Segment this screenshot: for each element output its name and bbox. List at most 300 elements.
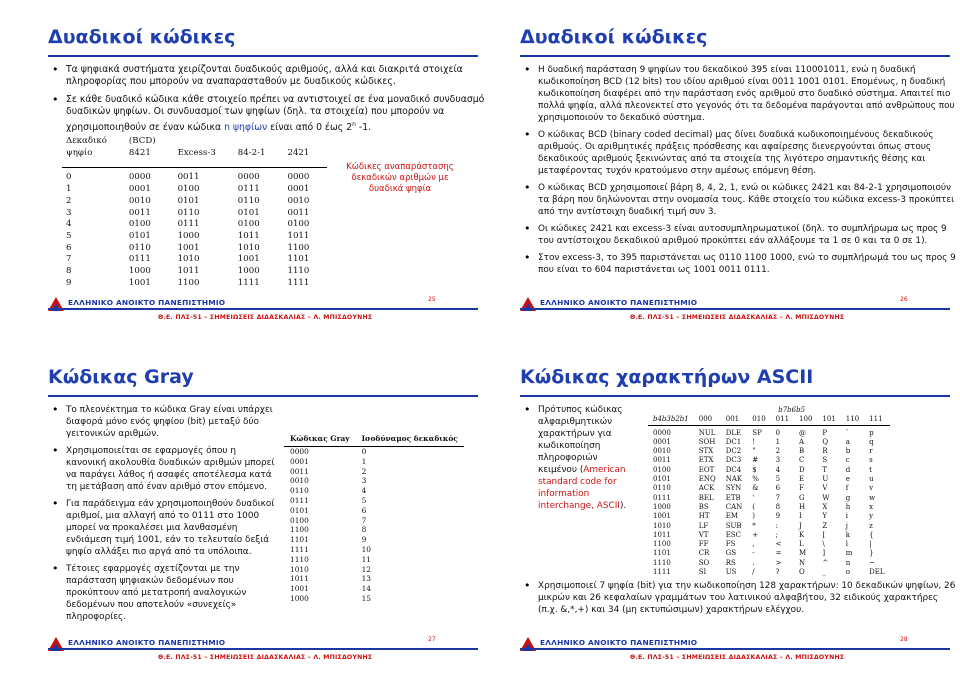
table-cell: 0101 <box>237 207 260 218</box>
table-cell: 2 <box>775 447 781 456</box>
page-number: 28 <box>900 636 908 643</box>
table-cell: 0011 <box>128 207 151 218</box>
table-cell: % <box>752 475 759 484</box>
table-cell: + <box>752 530 759 539</box>
table-cell: 0110 <box>128 242 151 253</box>
table-cell: : <box>775 521 779 530</box>
table-cell: 0010 <box>287 195 310 206</box>
table-row <box>62 219 327 231</box>
table-row <box>648 466 890 475</box>
table-cell: ETB <box>725 493 741 502</box>
table-cell: x <box>869 502 874 511</box>
table-cell: @ <box>799 428 807 437</box>
table-cell: ` <box>845 428 850 437</box>
table-cell: q <box>869 437 874 446</box>
column-header: 000 <box>694 415 721 425</box>
table-cell: 0101 <box>177 195 200 206</box>
row-header: 0111 <box>653 493 671 502</box>
table-cell: f <box>845 484 849 493</box>
slide-title: Κώδικας Gray <box>48 366 194 388</box>
table-cell: 0 <box>775 428 781 437</box>
table-row <box>648 559 890 568</box>
table-cell: m <box>845 549 853 558</box>
column-header: 001 <box>721 415 748 425</box>
table-cell: 0100 <box>287 219 310 230</box>
gray-code-table <box>284 434 464 604</box>
table-row <box>62 266 327 278</box>
table-cell: _ <box>822 568 826 577</box>
table-cell: V <box>822 484 828 493</box>
table-cell: h <box>845 502 851 511</box>
table-cell: 1010 <box>237 242 260 253</box>
table-cell: 0101 <box>128 230 151 241</box>
table-cell: w <box>869 493 876 502</box>
table-cell: R <box>822 447 828 456</box>
table-cell: 0000 <box>290 447 309 456</box>
table-cell: CR <box>698 549 710 558</box>
table-cell: J <box>799 521 802 530</box>
table-cell: 0101 <box>290 505 309 515</box>
university-name: ΕΛΛΗΝΙΚΟ ΑΝΟΙΚΤΟ ΠΑΝΕΠΙΣΤΗΜΙΟ <box>68 638 226 647</box>
table-cell: 5 <box>775 475 781 484</box>
codes-table <box>62 136 327 289</box>
footer-rule <box>48 648 478 650</box>
ascii-top-label-row <box>648 406 890 415</box>
table-cell: p <box>869 428 874 437</box>
table-cell: a <box>845 437 850 446</box>
slide-title: Δυαδικοί κώδικες <box>48 26 236 48</box>
ascii-table <box>648 406 890 577</box>
column-header: 010 <box>747 415 770 425</box>
table-cell: RS <box>725 558 736 567</box>
table-cell: > <box>775 558 782 567</box>
table-row <box>648 484 890 493</box>
table-header-row <box>284 434 464 447</box>
table-cell: 1 <box>66 184 72 195</box>
bullet: • Η δυαδική παράσταση 9 ψηφίων του δεκαδικού 395 είναι 110001011, ενώ η δυαδική κωδικοποίηση BCD (12 bits) του ιδίου αριθμού είναι 0011 1001 0101. Επομένως, η δυαδική κωδικοποίηση διαφέρει από την παράσταση ενός αριθμού στο δυαδικό σύστημα. Απαιτεί πιο πολλά ψηφία, αλλά πλεονεκτεί στο γεγονός ότι τα δεδομένα παράγονται από ανθρώπους που χρησιμοποιούν το δεκαδικό σύστημα. <box>538 64 960 124</box>
table-cell: 0000 <box>237 172 260 183</box>
table-cell: DC1 <box>725 437 742 446</box>
spacer-cell <box>648 406 694 415</box>
table-cell: 1 <box>775 437 781 446</box>
table-cell: I <box>799 512 802 521</box>
page-number: 27 <box>428 636 436 643</box>
table-cell: 6 <box>775 484 781 493</box>
table-cell: 0111 <box>177 219 200 230</box>
table-cell: GS <box>725 549 737 558</box>
header-cell: 8421 <box>125 148 174 168</box>
table-cell: 0011 <box>290 466 309 476</box>
table-cell: 1011 <box>177 266 200 277</box>
table-row <box>648 447 890 456</box>
table-cell: k <box>845 530 851 539</box>
table-cell: W <box>822 493 830 502</box>
row-header: 0100 <box>653 465 671 474</box>
table-cell: 1110 <box>290 554 309 564</box>
bullet: • Ο κώδικας BCD χρησιμοποιεί βάρη 8, 4, 2, 1, ενώ οι κώδικες 2421 και 84-2-1 χρησιμοποιούν τα βάρη που δηλώνονται στην ονομασία τους. Κάθε στοιχείο του κώδικα excess-3 προκύπτει από την αντίστοιχη δυαδική τιμή συν 3. <box>538 182 960 218</box>
table-cell: S <box>822 456 828 465</box>
table-cell: 1101 <box>290 535 309 545</box>
table-cell: 1001 <box>237 254 260 265</box>
table-cell: SOH <box>698 437 716 446</box>
table-cell: 1010 <box>290 564 309 574</box>
table-row <box>648 494 890 503</box>
table-row <box>284 506 464 516</box>
table-cell: * <box>752 521 756 530</box>
bit-label: b7b6b5 <box>778 406 806 414</box>
footer-rule <box>520 308 950 310</box>
table-cell: 0011 <box>177 172 200 183</box>
table-row <box>284 516 464 526</box>
table-cell: 7 <box>361 515 367 525</box>
header-cell: 84-2-1 <box>234 148 284 168</box>
table-cell: 4 <box>66 219 72 230</box>
table-cell: 1111 <box>290 544 309 554</box>
table-cell: 13 <box>361 574 371 584</box>
table-cell: 4 <box>361 486 367 496</box>
table-cell: 0010 <box>290 476 309 486</box>
table-cell: ! <box>752 437 756 446</box>
table-cell: 0000 <box>128 172 151 183</box>
table-cell: 0111 <box>290 495 309 505</box>
title-rule <box>520 55 950 57</box>
row-header: 0010 <box>653 447 671 456</box>
table-cell: 9 <box>361 535 367 545</box>
table-cell: 1000 <box>128 266 151 277</box>
table-cell: 1110 <box>287 266 310 277</box>
table-cell: 6 <box>66 242 72 253</box>
table-cell: ^ <box>822 558 829 567</box>
table-cell: Q <box>822 437 829 446</box>
table-cell: 0110 <box>237 195 260 206</box>
table-cell: ENQ <box>698 475 716 484</box>
table-cell: EM <box>725 512 739 521</box>
header-cell: 2421 <box>283 148 327 168</box>
table-cell: ) <box>752 512 756 521</box>
university-name: ΕΛΛΗΝΙΚΟ ΑΝΟΙΚΤΟ ΠΑΝΕΠΙΣΤΗΜΙΟ <box>540 298 698 307</box>
title-rule <box>48 55 478 57</box>
table-cell: US <box>725 568 737 577</box>
table-cell: SI <box>698 568 707 577</box>
table-cell: N <box>799 558 806 567</box>
table-cell: j <box>845 521 848 530</box>
table-cell: s <box>869 456 873 465</box>
column-header: 101 <box>817 415 840 425</box>
table-cell: 0011 <box>287 207 310 218</box>
table-cell: 3 <box>66 207 72 218</box>
bullet: • Οι κώδικες 2421 και excess-3 είναι αυτοσυμπληρωματικοί (δηλ. το συμπλήρωμα ως προς 9 του αντίστοιχου δεκαδικού αριθμού προκύπτει εάν αλλάξουμε τα 1 σε 0 και τα 0 σε 1). <box>538 223 960 247</box>
table-cell: ESC <box>725 530 741 539</box>
table-cell: g <box>845 493 851 502</box>
table-cell: 6 <box>361 505 367 515</box>
table-cell: BS <box>698 502 709 511</box>
page-number: 26 <box>900 296 908 303</box>
header-cell: ψηφίο <box>62 148 125 168</box>
table-cell: # <box>752 456 759 465</box>
footer-rule <box>48 308 478 310</box>
table-cell: 1001 <box>128 277 151 288</box>
table-row <box>62 168 327 184</box>
table-row <box>284 545 464 555</box>
bullet: • Χρησιμοποιεί 7 ψηφία (bit) για την κωδικοποίηση 128 χαρακτήρων: 10 δεκαδικών ψηφίων, 26 μικρών και 26 κεφαλαίων γραμμάτων του λατινικού αλφαβήτου, 32 ειδικούς χαρακτήρες (π.χ. &,*,+) και 34 (μη εκτυπώσιμων) χαρακτήρων ελέγχου. <box>538 580 960 616</box>
table-cell: 1111 <box>237 277 260 288</box>
table-cell: 11 <box>361 554 371 564</box>
bullet: • Σε κάθε δυαδικό κώδικα κάθε στοιχείο πρέπει να αντιστοιχεί σε ένα μοναδικό συνδυασμό δυαδικών ψηφίων. Οι συνδυασμοί των ψηφίων (δηλ. τα στοιχεία) που μπορούν να χρησιμοποιηθούν σε έναν κώδικα n ψηφίων είναι από 0 έως 2$^n$ -1. <box>66 94 488 134</box>
bit-label: b4b3b2b1 <box>648 415 694 425</box>
table-row <box>648 549 890 558</box>
table-cell: VT <box>698 530 709 539</box>
table-cell: 4 <box>775 465 781 474</box>
row-header: 0000 <box>653 428 671 437</box>
table-cell: 14 <box>361 584 371 594</box>
bullet: • Τα ψηφιακά συστήματα χειρίζονται δυαδικούς αριθμούς, αλλά και διακριτά στοιχεία πληροφορίας που μπορούν να αναπαρασταθούν με δυαδικούς κώδικες. <box>66 64 488 89</box>
row-header: 1100 <box>653 540 671 549</box>
table-cell: . <box>752 558 755 567</box>
table-cell: 1 <box>361 456 367 466</box>
slide-body <box>520 404 638 517</box>
header-cell <box>234 136 284 148</box>
table-cell: ; <box>775 530 779 539</box>
table-cell: v <box>869 484 874 493</box>
table-cell: ] <box>822 549 826 558</box>
slide-title: Κώδικας χαρακτήρων ASCII <box>520 366 814 388</box>
table-cell: SYN <box>725 484 742 493</box>
table-cell: [ <box>822 530 826 539</box>
table-cell: / <box>752 568 755 577</box>
table-cell: 0111 <box>128 254 151 265</box>
table-cell: 0 <box>66 172 72 183</box>
table-cell: 5 <box>361 495 367 505</box>
page-number: 25 <box>428 296 436 303</box>
slide-3 <box>48 362 488 662</box>
row-header: 1010 <box>653 521 671 530</box>
table-row <box>648 503 890 512</box>
table-cell: , <box>752 540 755 549</box>
table-cell: LF <box>698 521 709 530</box>
row-header: 1011 <box>653 530 671 539</box>
table-cell: 2 <box>361 466 367 476</box>
table-cell: o <box>845 568 850 577</box>
table-cell: ~ <box>869 558 876 567</box>
table-cell: i <box>845 512 849 521</box>
table-cell: b <box>845 447 851 456</box>
table-cell: 9 <box>775 512 781 521</box>
row-header: 0101 <box>653 475 671 484</box>
table-cell: ? <box>775 568 780 577</box>
table-cell: SO <box>698 558 710 567</box>
table-cell: Y <box>822 512 828 521</box>
course-line: Θ.Ε. ΠΛΣ-51 – ΣΗΜΕΙΩΣΕΙΣ ΔΙΔΑΣΚΑΛΙΑΣ – Λ. ΜΠΙΣΔΟΥΝΗΣ <box>158 654 373 661</box>
table-row <box>62 196 327 208</box>
table-cell: C <box>799 456 805 465</box>
table-cell: NAK <box>725 475 743 484</box>
slide-2 <box>520 22 960 322</box>
university-name: ΕΛΛΗΝΙΚΟ ΑΝΟΙΚΤΟ ΠΑΝΕΠΙΣΤΗΜΙΟ <box>540 638 698 647</box>
table-cell: EOT <box>698 465 715 474</box>
table-cell: < <box>775 540 782 549</box>
table-cell: L <box>799 540 804 549</box>
table-cell: DC4 <box>725 465 742 474</box>
table-cell: 2 <box>66 195 72 206</box>
header-cell: Ισοδύναμος δεκαδικός <box>356 434 464 447</box>
table-cell: 0110 <box>177 207 200 218</box>
row-header: 0011 <box>653 456 671 465</box>
header-cell: Δεκαδικό <box>66 136 107 146</box>
table-cell: { <box>869 530 874 539</box>
table-cell: 0010 <box>128 195 151 206</box>
table-cell: 0110 <box>290 486 309 496</box>
bullet: • Τέτοιες εφαρμογές σχετίζονται με την παράσταση ψηφιακών δεδομένων που προκύπτουν από μετατροπή αναλογικών δεδομένων που αποτελούν «συνεχείς» πληροφορίες. <box>66 563 276 623</box>
table-cell: T <box>822 465 828 474</box>
table-cell: 0001 <box>287 184 310 195</box>
course-line: Θ.Ε. ΠΛΣ-51 – ΣΗΜΕΙΩΣΕΙΣ ΔΙΔΑΣΚΑΛΙΑΣ – Λ. ΜΠΙΣΔΟΥΝΗΣ <box>630 654 845 661</box>
table-cell: ' <box>752 493 755 502</box>
table-cell: 7 <box>66 254 72 265</box>
column-header: 100 <box>794 415 817 425</box>
table-cell: n <box>845 558 851 567</box>
table-cell: \ <box>822 540 825 549</box>
bullet: • Πρότυπος κώδικας αλφαριθμητικών χαρακτήρων για κωδικοποίηση πληροφοριών κειμένου (American standard code for information interchange, ASCII). <box>538 404 638 512</box>
table-cell: 0111 <box>237 184 260 195</box>
table-cell: G <box>799 493 805 502</box>
table-cell: DLE <box>725 428 742 437</box>
table-cell: 0100 <box>177 184 200 195</box>
bullet: • Το πλεονέκτημα το κώδικα Gray είναι υπάρχει διαφορά μόνο ενός ψηφίου (bit) μεταξύ δύο γειτονικών αριθμών. <box>66 404 276 440</box>
table-cell: F <box>799 484 804 493</box>
table-cell: HT <box>698 512 710 521</box>
table-cell: 9 <box>66 277 72 288</box>
table-row <box>284 525 464 535</box>
table-cell: U <box>822 475 829 484</box>
table-row <box>284 555 464 565</box>
column-header: 111 <box>864 415 889 425</box>
table-row <box>284 496 464 506</box>
table-cell: - <box>752 549 755 558</box>
table-cell: 5 <box>66 230 72 241</box>
table-cell: 0000 <box>287 172 310 183</box>
table-cell: 1000 <box>290 593 309 603</box>
table-cell: 3 <box>361 476 367 486</box>
bullet: • Ο κώδικας BCD (binary coded decimal) μας δίνει δυαδικά κωδικοποιημένους δεκαδικούς αριθμούς. Οι αριθμητικές πράξεις πρόσθεσης και αφαίρεσης διενεργούνται όπως στους δεκαδικούς αριθμούς ξεκινώντας από τα στοιχεία της λιγότερο σημαντικής θέσης και μεταφέροντας τυχόν κρατούμενο στην αμέσως επόμενη θέση. <box>538 129 960 177</box>
table-cell: 3 <box>775 456 781 465</box>
row-header: 0110 <box>653 484 671 493</box>
table-cell: X <box>822 502 828 511</box>
table-cell: 1011 <box>287 230 310 241</box>
table-cell: & <box>752 484 759 493</box>
table-cell: 15 <box>361 593 371 603</box>
table-cell: } <box>869 549 874 558</box>
table-cell: d <box>845 465 851 474</box>
table-row <box>284 565 464 575</box>
table-cell: 1100 <box>287 242 310 253</box>
table-header-row <box>62 136 327 148</box>
table-row <box>284 467 464 477</box>
slide-body-bottom <box>520 580 960 621</box>
table-cell: 12 <box>361 564 371 574</box>
table-row <box>284 447 464 457</box>
slide-title: Δυαδικοί κώδικες <box>520 26 708 48</box>
table-row <box>62 231 327 243</box>
table-cell: DEL <box>869 568 885 577</box>
slide-1 <box>48 22 488 322</box>
header-cell: (BCD) <box>128 136 156 146</box>
table-row <box>284 486 464 496</box>
header-cell: Excess-3 <box>174 148 234 168</box>
table-row <box>648 531 890 540</box>
row-header: 1110 <box>653 558 671 567</box>
header-cell <box>283 136 327 148</box>
table-cell: 7 <box>775 493 781 502</box>
table-cell: 1000 <box>177 230 200 241</box>
table-cell: 10 <box>361 544 371 554</box>
table-cell: 1100 <box>290 525 309 535</box>
table-cell: 0001 <box>290 456 309 466</box>
table-row <box>648 456 890 465</box>
table-cell: 1010 <box>177 254 200 265</box>
table-cell: y <box>869 512 874 521</box>
header-cell <box>174 136 234 148</box>
table-cell: z <box>869 521 873 530</box>
table-cell: 8 <box>66 266 72 277</box>
table-row <box>62 254 327 266</box>
table-cell: E <box>799 475 805 484</box>
table-row <box>284 476 464 486</box>
column-header: 011 <box>771 415 794 425</box>
table-cell: l <box>845 540 849 549</box>
table-cell: t <box>869 465 872 474</box>
table-cell: B <box>799 447 805 456</box>
table-row <box>648 568 890 577</box>
table-row <box>648 540 890 549</box>
table-cell: = <box>775 549 782 558</box>
slide-body <box>48 404 276 628</box>
table-cell: | <box>869 540 872 549</box>
slide-body <box>48 64 488 139</box>
university-name: ΕΛΛΗΝΙΚΟ ΑΝΟΙΚΤΟ ΠΑΝΕΠΙΣΤΗΜΙΟ <box>68 298 226 307</box>
table-cell: 8 <box>775 502 781 511</box>
table-cell: D <box>799 465 805 474</box>
table-cell: ETX <box>698 456 714 465</box>
slide-body <box>520 64 960 281</box>
table-cell: P <box>822 428 828 437</box>
table-cell: 1000 <box>237 266 260 277</box>
table-cell: 1111 <box>287 277 310 288</box>
row-header: 1101 <box>653 549 671 558</box>
table-cell: 8 <box>361 525 367 535</box>
title-rule <box>48 395 478 397</box>
table-cell: NUL <box>698 428 716 437</box>
table-cell: Z <box>822 521 828 530</box>
table-cell: u <box>869 475 874 484</box>
table-cell: FF <box>698 540 709 549</box>
table-row <box>284 457 464 467</box>
table-row <box>62 243 327 255</box>
table-cell: DC2 <box>725 447 742 456</box>
table-cell: K <box>799 530 805 539</box>
table-cell: BEL <box>698 493 714 502</box>
table-cell: $ <box>752 465 757 474</box>
table-cell: 1011 <box>237 230 260 241</box>
table-row <box>648 425 890 438</box>
table-row <box>648 475 890 484</box>
bullet: • Στον excess-3, το 395 παριστάνεται ως 0110 1100 1000, ενώ το συμπλήρωμά του ως προς 9 που είναι το 604 παριστάνεται ως 1001 0011 0111. <box>538 252 960 276</box>
table-cell: H <box>799 502 806 511</box>
table-row <box>648 438 890 447</box>
row-header: 1111 <box>653 568 671 577</box>
bullet: • Για παράδειγμα εάν χρησιμοποιηθούν δυαδικοί αριθμοί, μια αλλαγή από το 0111 στο 1000 μπορεί να προκαλέσει μια λανθασμένη ενδιάμεση τιμή 1001, εάν το τελευταίο δεξιά ψηφίο αλλάξει πιο αργά από τα υπόλοιπα. <box>66 498 276 558</box>
table-cell: ACK <box>698 484 715 493</box>
table-cell: 1001 <box>177 242 200 253</box>
